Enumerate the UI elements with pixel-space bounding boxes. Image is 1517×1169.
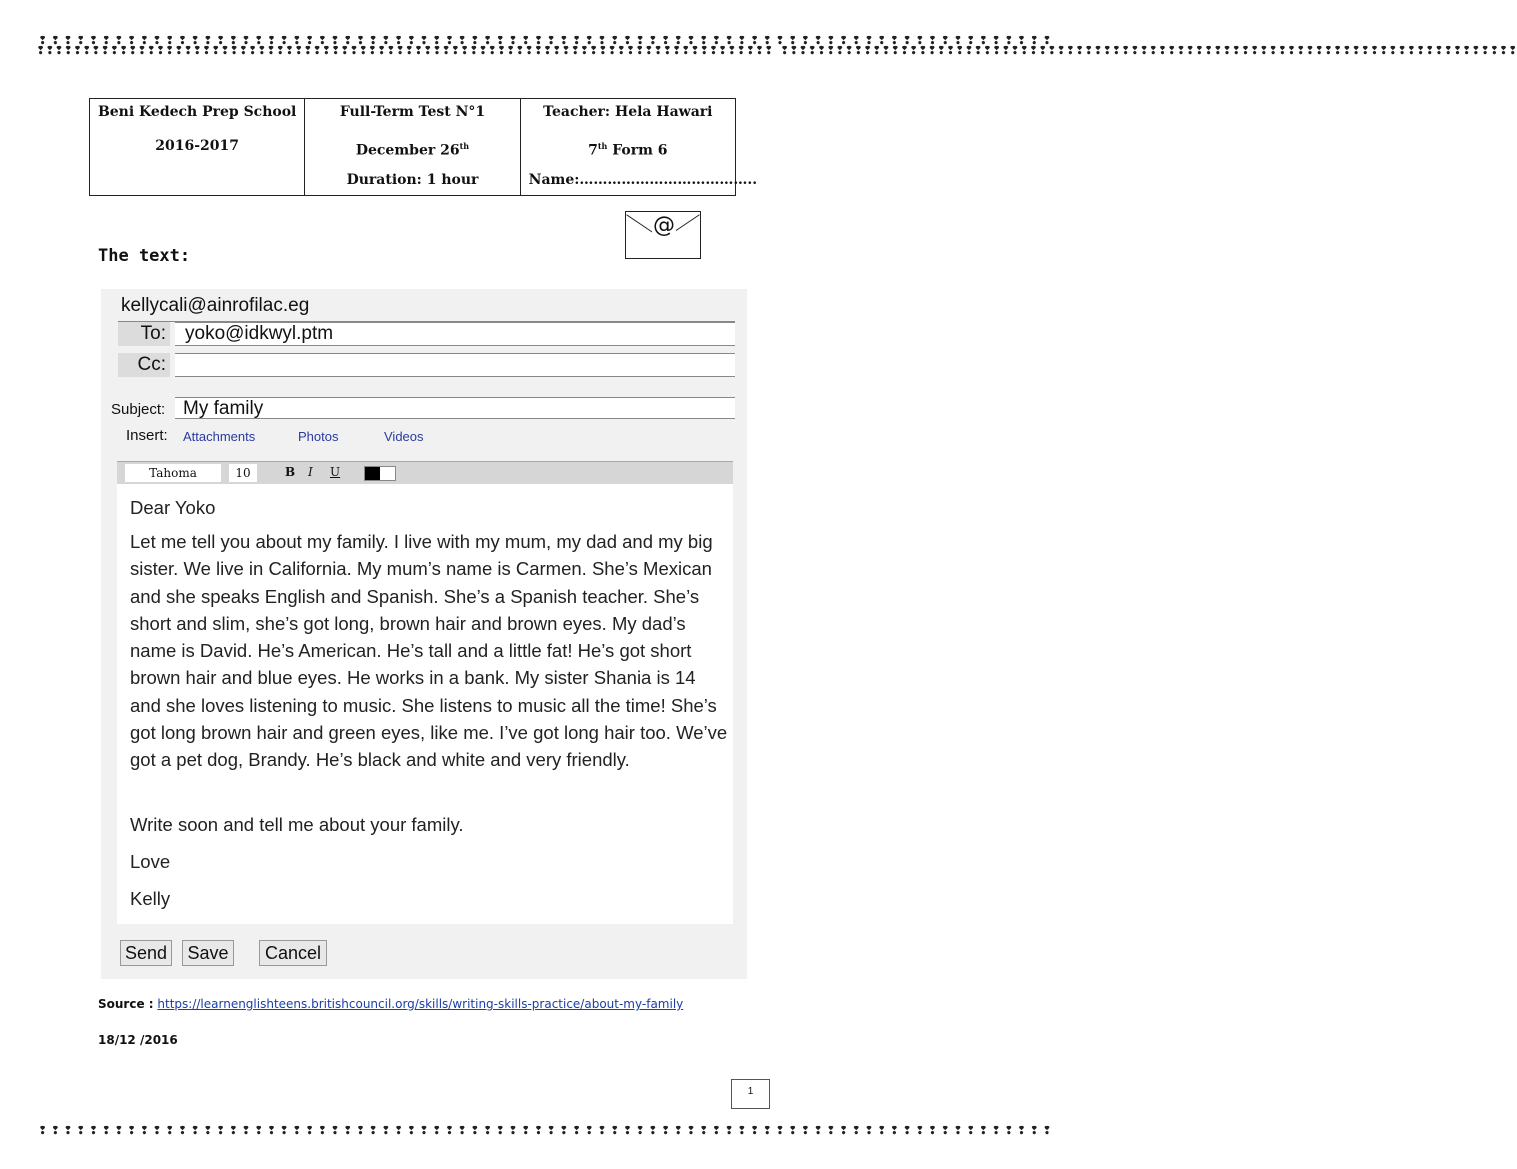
font-size-select[interactable]: 10 — [229, 464, 257, 482]
teacher-name: Teacher: Hela Hawari — [543, 104, 713, 120]
from-address: kellycali@ainrofilac.eg — [121, 295, 310, 316]
to-row — [118, 322, 735, 348]
greeting: Dear Yoko — [130, 497, 216, 518]
insert-label: Insert: — [126, 427, 168, 444]
format-toolbar — [117, 461, 733, 484]
header-school-cell — [90, 99, 305, 196]
decorative-border-right: ❢❢❢❢❢❢❢❢❢❢❢❢❢❢❢❢❢❢❢❢❢❢❢❢❢❢❢❢❢❢❢❢❢❢❢❢❢❢❢❢❢❢❢❢❢❢❢❢❢❢❢❢❢❢❢❢❢❢❢❢❢❢❢❢❢❢❢❢❢❢❢❢❢❢❢❢❢❢❢❢ — [780, 44, 1517, 57]
save-button[interactable]: Save — [182, 940, 234, 966]
signoff: Love — [130, 851, 171, 872]
cc-field[interactable] — [175, 353, 735, 377]
font-select[interactable]: Tahoma — [125, 464, 221, 482]
header-test-cell — [305, 99, 520, 196]
header-table — [89, 98, 758, 196]
page-number: 1 — [731, 1079, 770, 1109]
insert-videos-link[interactable]: Videos — [384, 429, 424, 444]
decorative-border-top: ❢ ❢ ❢ ❢ ❢ ❢ ❢ ❢ ❢ ❢ ❢ ❢ ❢ ❢ ❢ ❢ ❢ ❢ ❢ ❢ ❢ ❢ ❢ ❢ ❢ ❢ ❢ ❢ ❢ ❢ ❢ ❢ ❢ ❢ ❢ ❢ ❢ ❢ ❢ ❢ ❢ ❢ ❢ ❢ ❢ ❢ ❢ ❢ ❢ ❢ ❢ ❢ ❢ ❢ ❢ ❢ ❢ ❢ ❢ ❢ ❢ ❢ ❢ ❢ ❢ ❢ ❢ ❢ ❢ ❢ ❢ ❢ ❢ ❢ ❢ ❢ ❢ ❢ ❢ ❢ — [38, 34, 1052, 47]
class-form: 7th Form 6 — [588, 141, 668, 159]
source-link[interactable]: https://learnenglishteens.britishcouncil.org/skills/writing-skills-practice/about-my-family — [157, 997, 684, 1011]
subject-field[interactable]: My family — [175, 397, 735, 419]
send-button[interactable]: Send — [120, 940, 172, 966]
source-label: Source : — [98, 997, 154, 1011]
test-title: Full-Term Test N°1 — [339, 104, 486, 120]
test-date: December 26th — [355, 141, 470, 159]
header-teacher-cell — [520, 99, 758, 196]
test-duration: Duration: 1 hour — [346, 172, 479, 188]
footer-date: 18/12 /2016 — [98, 1033, 178, 1047]
text-color-picker[interactable] — [364, 466, 396, 481]
insert-attachments-link[interactable]: Attachments — [183, 429, 256, 444]
bold-button[interactable]: B — [285, 465, 296, 479]
cc-row — [118, 353, 735, 379]
italic-button[interactable]: I — [308, 465, 313, 479]
email-compose-panel — [101, 289, 747, 979]
at-sign-icon: @ — [653, 213, 675, 238]
cc-label: Cc: — [118, 353, 170, 377]
student-name-field[interactable]: Name:……………………………….. — [528, 172, 758, 188]
section-title: The text: — [98, 246, 191, 266]
envelope-icon — [625, 211, 701, 259]
underline-button[interactable]: U — [330, 465, 341, 479]
to-label: To: — [118, 322, 170, 346]
message-body[interactable] — [117, 484, 733, 924]
decorative-border-bottom: ❢ ❢ ❢ ❢ ❢ ❢ ❢ ❢ ❢ ❢ ❢ ❢ ❢ ❢ ❢ ❢ ❢ ❢ ❢ ❢ ❢ ❢ ❢ ❢ ❢ ❢ ❢ ❢ ❢ ❢ ❢ ❢ ❢ ❢ ❢ ❢ ❢ ❢ ❢ ❢ ❢ ❢ ❢ ❢ ❢ ❢ ❢ ❢ ❢ ❢ ❢ ❢ ❢ ❢ ❢ ❢ ❢ ❢ ❢ ❢ ❢ ❢ ❢ ❢ ❢ ❢ ❢ ❢ ❢ ❢ ❢ ❢ ❢ ❢ ❢ ❢ ❢ ❢ ❢ ❢ — [38, 1124, 1052, 1137]
source-line — [98, 997, 683, 1011]
insert-photos-link[interactable]: Photos — [298, 429, 339, 444]
to-field[interactable]: yoko@idkwyl.ptm — [175, 322, 735, 346]
cancel-button[interactable]: Cancel — [259, 940, 327, 966]
signature: Kelly — [130, 888, 171, 909]
school-name: Beni Kedech Prep School — [97, 104, 297, 120]
decorative-border-left: ❢❢❢❢❢❢❢❢❢❢❢❢❢❢❢❢❢❢❢❢❢❢❢❢❢❢❢❢❢❢❢❢❢❢❢❢❢❢❢❢❢❢❢❢❢❢❢❢❢❢❢❢❢❢❢❢❢❢❢❢❢❢❢❢❢❢❢❢❢❢❢❢❢❢❢❢❢❢❢❢ — [36, 44, 774, 57]
body-paragraph: Let me tell you about my family. I live with my mum, my dad and my big sister. We live in California. My mum’s name is Carmen. She’s Mexican and she speaks English and Spanish. She’s a Spanish teacher. She’s short and slim, she’s got long, brown hair and brown eyes. My dad’s name is David. He’s American. He’s tall and a little fat! He’s got short brown hair and blue eyes. He works in a bank. My sister Shania is 14 and she loves listening to music. She listens to music all the time! She’s got long brown hair and green eyes, like me. I’ve got long hair too. We’ve got a pet dog, Brandy. He’s black and white and very friendly. — [130, 531, 728, 771]
closing-line: Write soon and tell me about your family. — [130, 814, 464, 835]
school-year: 2016-2017 — [155, 138, 240, 154]
subject-label: Subject: — [111, 401, 166, 418]
